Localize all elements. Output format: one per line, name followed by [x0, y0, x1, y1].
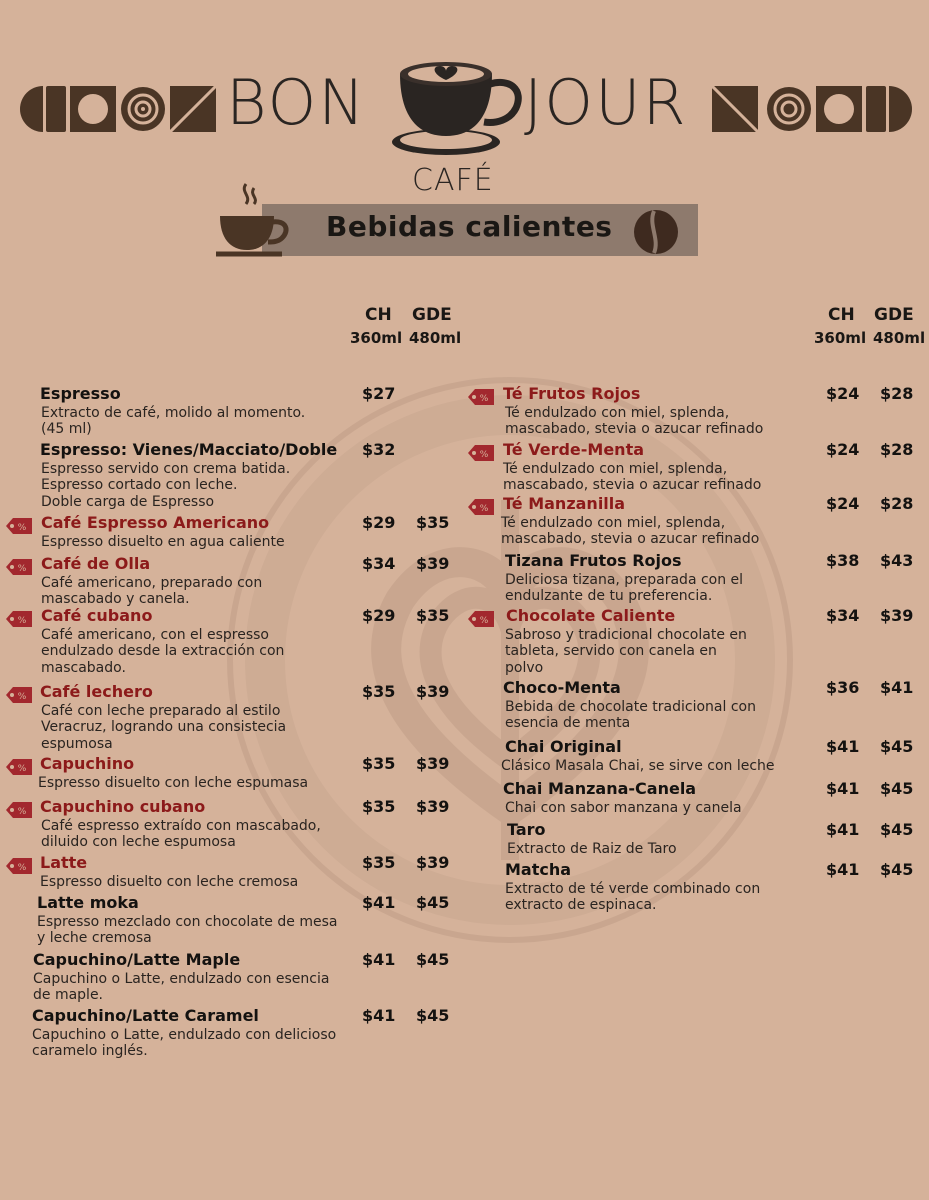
price-gde: $41 [880, 678, 914, 697]
price-gde: $39 [416, 554, 450, 573]
discount-tag-icon [468, 388, 494, 406]
item-description: endulzado desde la extracción con [41, 643, 285, 660]
coffee-bean-icon [632, 209, 680, 255]
svg-text:%: % [17, 564, 27, 574]
item-description: polvo [505, 659, 544, 676]
item-description: mascabado, stevia o azucar refinado [505, 421, 764, 438]
gde-header-right: GDE [874, 305, 914, 325]
item-description: Té endulzado con miel, splenda, [503, 461, 728, 477]
price-ch: $35 [362, 797, 396, 816]
item-description: Espresso disuelto con leche espumasa [38, 775, 309, 791]
item-description: (45 ml) [41, 421, 92, 438]
price-gde: $45 [880, 860, 914, 879]
item-description: Espresso mezclado con chocolate de mesa [37, 914, 338, 930]
item-name: Café Espresso Americano [41, 513, 270, 532]
price-ch: $34 [826, 606, 860, 625]
item-description: Doble carga de Espresso [41, 493, 215, 510]
price-ch: $41 [826, 860, 860, 879]
item-description: esencia de menta [505, 715, 631, 732]
price-gde: $39 [416, 754, 450, 773]
geometric-pattern-icon [712, 86, 912, 132]
discount-tag-icon [468, 610, 494, 628]
price-ch: $29 [362, 513, 396, 532]
discount-tag-icon [6, 610, 32, 628]
item-name: Capuchino/Latte Maple [33, 950, 241, 969]
item-description: mascabado. [41, 659, 126, 676]
price-gde: $43 [880, 551, 914, 570]
item-name: Chai Original [505, 737, 622, 756]
item-name: Té Verde-Menta [503, 440, 645, 459]
price-gde: $45 [880, 737, 914, 756]
item-description: Clásico Masala Chai, se sirve con leche [501, 758, 775, 774]
item-name: Chai Manzana-Canela [503, 779, 697, 798]
discount-tag-icon [6, 801, 32, 819]
item-description: extracto de espinaca. [505, 897, 657, 914]
item-description: Extracto de café, molido al momento. [41, 405, 306, 421]
discount-tag-icon [6, 686, 32, 704]
item-name: Chocolate Caliente [506, 606, 676, 625]
discount-tag-icon [6, 758, 32, 776]
price-gde: $45 [880, 820, 914, 839]
item-name: Té Frutos Rojos [503, 384, 641, 403]
gde-size-right: 480ml [873, 329, 926, 347]
price-ch: $34 [362, 554, 396, 573]
price-ch: $24 [826, 494, 860, 513]
price-gde: $45 [880, 779, 914, 798]
item-name: Café lechero [40, 682, 153, 701]
svg-text:%: % [17, 807, 27, 817]
item-name: Latte moka [37, 893, 139, 912]
price-ch: $41 [826, 820, 860, 839]
price-ch: $41 [362, 1006, 396, 1025]
price-gde: $39 [416, 853, 450, 872]
price-ch: $38 [826, 551, 860, 570]
discount-tag-icon [6, 558, 32, 576]
item-name: Tizana Frutos Rojos [505, 551, 682, 570]
svg-text:%: % [17, 616, 27, 626]
svg-text:%: % [479, 450, 489, 460]
ch-size-right: 360ml [814, 329, 867, 347]
coffee-cup-logo-icon [390, 54, 530, 158]
price-ch: $35 [362, 682, 396, 701]
item-name: Espresso [40, 384, 121, 403]
item-description: mascabado, stevia o azucar refinado [501, 531, 760, 548]
price-ch: $41 [826, 779, 860, 798]
item-description: Bebida de chocolate tradicional con [505, 699, 756, 715]
price-gde: $35 [416, 606, 450, 625]
ch-header-left: CH [365, 305, 392, 325]
item-name: Capuchino cubano [40, 797, 206, 816]
item-description: Té endulzado con miel, splenda, [505, 405, 730, 421]
price-ch: $29 [362, 606, 396, 625]
price-gde: $45 [416, 1006, 450, 1025]
svg-text:%: % [17, 692, 27, 702]
price-ch: $35 [362, 853, 396, 872]
price-gde: $45 [416, 893, 450, 912]
item-description: Espresso servido con crema batida. [41, 461, 291, 477]
item-name: Matcha [505, 860, 572, 879]
item-description: diluido con leche espumosa [41, 834, 236, 851]
item-name: Taro [507, 820, 546, 839]
item-description: Deliciosa tizana, preparada con el [505, 572, 744, 588]
item-description: Café con leche preparado al estilo [41, 703, 281, 719]
item-description: de maple. [33, 987, 104, 1004]
svg-text:%: % [479, 394, 489, 404]
svg-text:%: % [17, 523, 27, 533]
discount-tag-icon [468, 444, 494, 462]
item-description: mascabado, stevia o azucar refinado [503, 477, 762, 494]
item-description: Capuchino o Latte, endulzado con delicioso [32, 1027, 337, 1043]
price-gde: $28 [880, 494, 914, 513]
price-gde: $35 [416, 513, 450, 532]
discount-tag-icon [6, 517, 32, 535]
price-gde: $39 [416, 682, 450, 701]
item-description: Chai con sabor manzana y canela [505, 800, 742, 816]
svg-text:%: % [479, 616, 489, 626]
ch-size-left: 360ml [350, 329, 403, 347]
item-description: endulzante de tu preferencia. [505, 588, 713, 605]
svg-text:%: % [17, 863, 27, 873]
gde-header-left: GDE [412, 305, 452, 325]
brand-name-right: JOUR [524, 66, 688, 139]
brand-name-left: BON [226, 66, 367, 139]
item-description: caramelo inglés. [32, 1043, 148, 1060]
item-description: tableta, servido con canela en [505, 643, 717, 660]
item-name: Café de Olla [41, 554, 151, 573]
item-name: Té Manzanilla [503, 494, 626, 513]
item-description: Veracruz, logrando una consistecia [41, 719, 287, 736]
discount-tag-icon [6, 857, 32, 875]
item-name: Espresso: Vienes/Macciato/Doble [40, 440, 338, 459]
item-description: y leche cremosa [37, 930, 152, 947]
price-gde: $28 [880, 440, 914, 459]
steaming-cup-icon [216, 180, 296, 260]
price-gde: $39 [416, 797, 450, 816]
item-description: Café americano, preparado con [41, 575, 263, 591]
price-ch: $36 [826, 678, 860, 697]
item-description: mascabado y canela. [41, 591, 190, 608]
brand-subtitle: CAFÉ [412, 163, 494, 198]
item-description: Sabroso y tradicional chocolate en [505, 627, 747, 643]
price-ch: $41 [362, 950, 396, 969]
section-title: Bebidas calientes [326, 210, 613, 243]
price-ch: $24 [826, 384, 860, 403]
item-description: Espresso disuelto con leche cremosa [40, 874, 299, 890]
svg-text:%: % [479, 504, 489, 514]
item-name: Café cubano [41, 606, 153, 625]
price-ch: $41 [826, 737, 860, 756]
item-description: Espresso disuelto en agua caliente [41, 534, 285, 550]
ch-header-right: CH [828, 305, 855, 325]
item-name: Capuchino [40, 754, 135, 773]
item-name: Choco-Menta [503, 678, 621, 697]
item-description: espumosa [41, 735, 113, 752]
item-description: Café espresso extraído con mascabado, [41, 818, 321, 834]
price-gde: $45 [416, 950, 450, 969]
gde-size-left: 480ml [409, 329, 462, 347]
discount-tag-icon [468, 498, 494, 516]
item-description: Té endulzado con miel, splenda, [501, 515, 726, 531]
price-ch: $27 [362, 384, 396, 403]
price-ch: $35 [362, 754, 396, 773]
svg-text:%: % [17, 764, 27, 774]
item-description: Espresso cortado con leche. [41, 477, 238, 494]
price-gde: $39 [880, 606, 914, 625]
item-name: Capuchino/Latte Caramel [32, 1006, 259, 1025]
geometric-pattern-icon [20, 86, 220, 132]
item-description: Extracto de té verde combinado con [505, 881, 761, 897]
price-ch: $41 [362, 893, 396, 912]
price-ch: $24 [826, 440, 860, 459]
item-description: Extracto de Raiz de Taro [507, 841, 677, 857]
item-description: Capuchino o Latte, endulzado con esencia [33, 971, 330, 987]
item-name: Latte [40, 853, 88, 872]
price-gde: $28 [880, 384, 914, 403]
price-ch: $32 [362, 440, 396, 459]
item-description: Café americano, con el espresso [41, 627, 269, 643]
